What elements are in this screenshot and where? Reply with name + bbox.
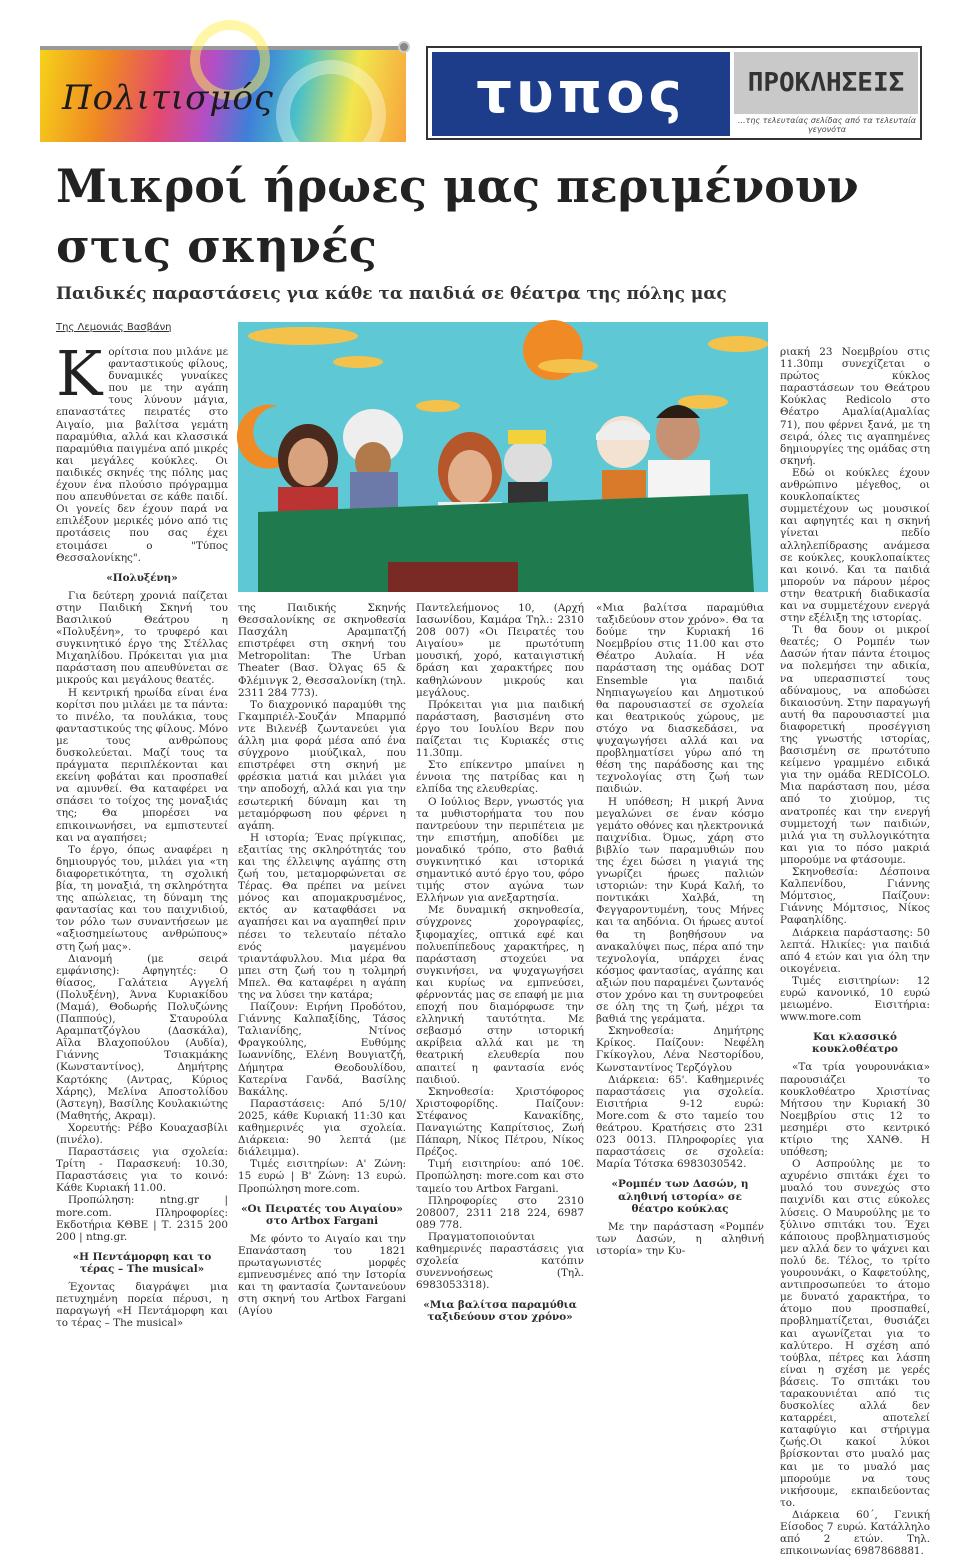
article-photo — [238, 322, 768, 592]
article-paragraph: Τιμές εισιτηρίων: 12 ευρώ κανονικό, 10 ευρώ μειωμένο. Εισιτήρια: www.more.com — [780, 974, 930, 1024]
article-paragraph: Ο Ιούλιος Βερν, γνωστός για τα μυθιστορήματα του που παντρεύουν την περιπέτεια με την επιστήμη, αποδίδει με μοναδικό τρόπο, στο βαθιά συγκινητικό και ιστορικά σημαντικό αυτό έργο του, φόρο τιμής στον αγώνα των Ελλήνων για ανεξαρτησία. — [416, 795, 584, 905]
section-banner — [40, 46, 406, 142]
stage-photo-illustration — [238, 322, 768, 592]
article-paragraph: Το διαχρονικό παραμύθι της Γκαμπριέλ-Σουζάν Μπαρμπό ντε Βιλενέβ ζωντανεύει για άλλη μια φορά μέσα από ένα σύγχρονο μιούζικαλ, που επιστρέφει στη σκηνή με φρέσκια ματιά και μιλάει για την αποδοχή, αλλά και για την εσωτερική δύναμη και τη μεταμόρφωση που φέρνει η αγάπη. — [238, 698, 406, 832]
brand-tagline: ...της τελευταίας σελίδας από τα τελευταία γεγονότα — [737, 116, 917, 134]
brand-side-title: ΠΡΟΚΛΗΣΕΙΣ — [734, 52, 918, 114]
article-paragraph: Στο επίκεντρο μπαίνει η έννοια της πατρίδας και η ελπίδα της ελευθερίας. — [416, 759, 584, 796]
article-paragraph: Με την παράσταση «Ρομπέν των Δασών, η αληθινή ιστορία» την Κυ- — [596, 1220, 764, 1257]
article-paragraph: Η κεντρική ηρωίδα είναι ένα κορίτσι που μιλάει με τα πάντα: το πινέλο, τα πουλάκια, τους φανταστικούς της φίλους. Μόνο με τους ανθρώπους δυσκολεύεται. Μαζί τους τα πράγματα περιπλέκονται και εκείνη φοβάται και προσπαθεί να αμυνθεί. Θα καταφέρει να σπάσει το τοίχος της μοναξιάς της; Θα μπορέσει να επικοινωνήσει, να εμπιστευτεί και να αγαπήσει; — [56, 686, 228, 844]
article-paragraph: Το έργο, όπως αναφέρει η δημιουργός του, μιλάει για «τη διαφορετικότητα, τη σχολική βία, τη μοναξιά, τη σκληρότητα της απώλειας, τη δύναμη της φαντασίας και του παιχνιδιού, τον ρόλο των συναντήσεων με «αξιοσημείωτους ανθρώπους» στη ζωή μας». — [56, 843, 228, 953]
article-paragraph: Παντελεήμονος 10, (Αρχή Ιασωνίδου, Καμάρα Τηλ.: 2310 208 007) «Οι Πειρατές του Αιγαίου» με πρωτότυπη μουσική, χορό, καταιγιστική δράση και χαρακτήρες που καθηλώνουν μικρούς και μεγάλους. — [416, 602, 584, 699]
article-paragraph — [56, 337, 228, 564]
article-paragraph: Έχοντας διαγράψει μια πετυχημένη πορεία πέρυσι, η παραγωγή «Η Πεντάμορφη και το τέρας – The musical» — [56, 1281, 228, 1330]
article-paragraph: Η υπόθεση; Η μικρή Άννα μεγαλώνει σε έναν κόσμο γεμάτο οθόνες και ηλεκτρονικά παιχνίδια. Όμως, χάρη στο βιβλίο των παραμυθιών που της έχει δώσει η γιαγιά της γνωρίζει ήρωες παλιών ιστοριών: την Κυρά Καλή, το ποντικάκι Χαλβά, τη Φεγγαροντυμένη, τους Μήνες και τα αηδόνια. Οι ήρωες αυτοί θα τη βοηθήσουν να ανακαλύψει πως, πέρα από την τεχνολογία, υπάρχει ένας κόσμος φαντασίας, αγάπης και αξιών που παραμένει ζωντανός στον χρόνο και τη συντροφεύει σε όλη της τη ζωή, μέχρι τα βαθιά της γεράματα. — [596, 795, 764, 1026]
article-paragraph: Τιμή εισιτηρίου: από 10€. Προπώληση: more.com και στο ταμείο του Artbox Fargani. — [416, 1158, 584, 1195]
article-paragraph: Διάρκεια 60΄, Γενική Είσοδος 7 ευρώ. Κατάλληλο από 2 ετών. Τηλ. επικοινωνίας 6987868881. — [780, 1508, 930, 1557]
corner-dot — [398, 41, 410, 53]
article-byline: Της Λεμονιάς Βασβάνη — [56, 322, 172, 333]
swirl-decoration — [276, 60, 386, 170]
article-subtitle: Παιδικές παραστάσεις για κάθε τα παιδιά σε θέατρα της πόλης μας — [56, 284, 727, 304]
article-paragraph: Σκηνοθεσία: Δημήτρης Κρίκος. Παίζουν: Νεφέλη Γκίκογλου, Λένα Νεστορίδου, Κωνσταντίνος Τερζόγλου — [596, 1025, 764, 1074]
article-paragraph: Με δυναμική σκηνοθεσία, σύγχρονες χορογραφίες, ξιφομαχίες, οπτικά εφέ και πολυεπίπεδους χαρακτήρες, η παράσταση στοχεύει να συγκινήσει, να ψυχαγωγήσει και κυρίως να εμπνεύσει, φέρνοντάς μας σε επαφή με μια εποχή που διαμόρφωσε την ελληνική ταυτότητα. Με σεβασμό στην ιστορική ακρίβεια αλλά και με τη θεατρική ελευθερία που απαιτεί η φαντασία ενός παιδιού. — [416, 904, 584, 1086]
section-heading: «Πολυξένη» — [106, 571, 178, 584]
article-paragraph: Ο Ασπρούλης με το αχυρένιο σπιτάκι έχει το μυαλό του συνεχώς στο παιχνίδι και στις εύκολες λύσεις. Ο Μαυρούλης με το ξύλινο σπιτάκι του. Έχει κάποιους προβληματισμούς μεν αλλά δεν το ψάχνει και πολύ δε. Τέλος, το τρίτο γουρουνάκι, ο Καφετούλης, αντιπροσωπεύει το άτομο με δυνατό χαρακτήρα, το άτομο που προσπαθεί, προβληματίζεται, θυσιάζει και αγωνίζεται για το καλύτερο. Η σχέση από τούβλα, πέτρες και λάσπη είναι η σχέση με γερές βάσεις. Το σπιτάκι του ταρακουνιέται από τις δυσκολίες αλλά δεν καταρρέει, αποτελεί καταφύγιο και στήριγμα ζωής.Οι κακοί λύκοι βρίσκονται στο μυαλό μας και με το μυαλό μας μπορούμε να τους νικήσουμε, εκπαιδεύοντας το. — [780, 1158, 930, 1509]
article-paragraph: της Παιδικής Σκηνής Θεσσαλονίκης σε σκηνοθεσία Πασχάλη Αραμπατζή επιστρέφει στη σκηνή του Metropolitan: The Urban Theater (Βασ. Όλγας 65 & Φλέμινγκ 2, Θεσσαλονίκη (τηλ. 2311 284 773). — [238, 602, 406, 699]
article-paragraph: Διάρκεια παράστασης: 50 λεπτά. Ηλικίες: για παιδιά από 4 ετών και για όλη την οικογένεια. — [780, 926, 930, 975]
article-paragraph: Πληροφορίες στο 2310 208007, 2311 218 224, 6987 089 778. — [416, 1194, 584, 1231]
article-paragraph: Τιμές εισιτηρίων: Α' Ζώνη: 15 ευρώ | Β' Ζώνη: 13 ευρώ. Προπώληση more.com. — [238, 1158, 406, 1195]
column-2 — [238, 602, 406, 1318]
section-heading: «Οι Πειρατές του Αιγαίου» στο Artbox Fargani — [241, 1202, 403, 1227]
section-heading: «Μια βαλίτσα παραμύθια ταξιδεύουν στον χρόνο» — [423, 1299, 577, 1324]
column-1 — [56, 337, 228, 1330]
brand-logo: τυπος — [432, 52, 730, 136]
drop-cap: Κ — [56, 337, 103, 410]
section-heading: Και κλασσικό κουκλοθέατρο — [811, 1031, 898, 1056]
column-5 — [780, 346, 930, 1557]
column-3 — [416, 602, 584, 1324]
article-paragraph: Τι θα δουν οι μικροί θεατές; Ο Ρομπέν των Δασών ήταν πάντα έτοιμος να πολεμήσει την αδικία, να υπερασπιστεί τους αδύναμους, να αποδώσει δικαιοσύνη. Στην παραγωγή αυτή θα παρουσιαστεί μια διαφορετική προσέγγιση της γνωστής ιστορίας, βασισμένη σε πρωτότυπο κείμενο γραμμένο ειδικά για την ομάδα REDICOLO. Μια παράσταση που, μέσα από το χιούμορ, τις ανατροπές και την ενεργή συμμετοχή των παιδιών, μιλά για τη συλλογικότητα και για το πόσο μακριά μπορούμε να φτάσουμε. — [780, 624, 930, 866]
article-paragraph: Διανομή (με σειρά εμφάνισης): Αφηγητές: Ο θίασος, Γαλάτεια Αγγελή (Πολυξένη), Άννα Κυριακίδου (Μαμά), Θοδωρής Πολυζώνης (Παππούς), Σταυρούλα Αραμπατζόγλου (Δασκάλα), Αΐλα Βλαχοπούλου (Αυδία), Γιάννης Τσιακμάκης (Κωνσταντίνος), Δημήτρης Καρτόκης (Αντρας, Κύριος Χάρης), Μελίνα Αποστολίδου (Άστεγη), Βασίλης Κουλακιώτης (Μαθητής, Ακραμ). — [56, 952, 228, 1122]
article-paragraph: Προπώληση: ntng.gr | more.com. Πληροφορίες: Εκδοτήρια ΚΘΒΕ | Τ. 2315 200 200 | ntng.gr. — [56, 1194, 228, 1243]
article-title: Μικροί ήρωες μας περιμένουν στις σκηνές — [56, 159, 859, 273]
article-paragraph: ριακή 23 Νοεμβρίου στις 11.30πμ συνεχίζεται ο πρώτος κύκλος παραστάσεων του Θεάτρου Κούκλας Redicolo στο Θέατρο Αμαλία(Αμαλίας 71), που φέρνει ξανά, με τη σειρά, όλες τις αγαπημένες δημιουργίες της ομάδας στη σκηνή. — [780, 346, 930, 467]
article-paragraph: Για δεύτερη χρονιά παίζεται στην Παιδική Σκηνή του Βασιλικού Θεάτρου η «Πολυξένη», το τρυφερό και συγκινητικό έργο της Στέλλας Μιχαηλίδου. Πρόκειται για μια παράσταση που απευθύνεται σε μικρούς και μεγάλους θεατές. — [56, 589, 228, 687]
lead-text: ορίτσια που μιλάνε με φανταστικούς φίλους, δυναμικές γυναίκες που με την αγάπη τους λύνουν μάγια, επαναστάτες πειρατές στο Αιγαίο, μια βαλίτσα γεμάτη παραμύθια, αλλά και κλασσικά παραμύθια παιγμένα από μικρές και μεγάλες κούκλες. Οι παιδικές σκηνές της πόλης μας έχουν ένα πλούσιο πρόγραμμα που απευθύνεται σε κάθε παιδί. Οι γονείς δεν έχουν παρά να επιλέξουν μερικές μόνο από τις προτάσεις που σας έχει ετοιμάσει ο "Τύπος Θεσσαλονίκης". — [56, 346, 228, 564]
masthead — [426, 46, 922, 140]
section-label: Πολιτισμός — [62, 78, 274, 118]
article-paragraph: Εδώ οι κούκλες έχουν ανθρώπινο μέγεθος, οι κουκλοπαίκτες συμμετέχουν ως μουσικοί και αφηγητές και η σκηνή γίνεται πεδίο αλληλεπίδρασης ανάμεσα σε κούκλες, κουκλοπαίκτες και κοινό. Και τα παιδιά μπορούν να πάρουν μέρος στην θεατρική διαδικασία και να συμμετέχουν ενεργά στην εξέλιξη της ιστορίας. — [780, 466, 930, 625]
article-paragraph: Η ιστορία; Ένας πρίγκιπας, εξαιτίας της σκληρότητάς του και της έλλειψης αγάπης στη ζωή του, μεταμορφώνεται σε Τέρας. Θα πρέπει να μείνει μόνος και απομακρυσμένος, εκτός αν καταφθάσει να αγαπήσει και να αγαπηθεί πριν πέσει το τελευταίο πέταλο ενός μαγεμένου τριαντάφυλλου. Μια μέρα θα μπει στη ζωή του η τολμηρή Μπελ. Θα καταφέρει η αγάπη της να λύσει την κατάρα; — [238, 831, 406, 1001]
article-paragraph: Πρόκειται για μια παιδική παράσταση, βασισμένη στο έργο του Ιουλίου Βερν που παίζεται τις Κυριακές στις 11.30πμ. — [416, 698, 584, 760]
article-paragraph: Παίζουν: Ειρήνη Προδότου, Γιάννης Καλπαξίδης, Τάσος Ταλιανίδης, Ντίνος Φραγκούλης, Ευθύμης Ιωαννίδης, Ελένη Βουγιατζή, Δήμητρα Θεοδουλίδου, Κατερίνα Γανδά, Βασίλης Βακάλης. — [238, 1001, 406, 1098]
section-heading: «Η Πεντάμορφη και το τέρας – The musical» — [72, 1250, 212, 1275]
article-paragraph: Σκηνοθεσία: Δέσποινα Καλπενίδου, Γιάννης Μόμτσιος, Παίζουν: Γιάννης Μόμτσιος, Νίκος Ραφαηλίδης. — [780, 866, 930, 927]
article-paragraph: Σκηνοθεσία: Χριστόφορος Χριστοφορίδης. Παίζουν: Στέφανος Κανακίδης, Παναγιώτης Καπρίτσιος, Ζωή Πάπαρη, Νίκος Πέτρου, Νίκος Πρέζος. — [416, 1085, 584, 1159]
article-paragraph: «Τα τρία γουρουνάκια» παρουσιάζει το κουκλοθέατρο Χριστίνας Μήτσου την Κυριακή 30 Νοεμβρίου στις 12 το μεσημέρι στο κεντρικό κτίριο της ΧΑΝΘ. Η υπόθεση; — [780, 1061, 930, 1159]
column-4 — [596, 602, 764, 1257]
section-heading: «Ρομπέν των Δασών, η αληθινή ιστορία» σε θέατρο κούκλας — [611, 1178, 749, 1215]
article-paragraph: Χορευτής: Ρέβο Κουαχασβίλι (πινέλο). — [56, 1121, 228, 1146]
article-paragraph: Παραστάσεις: Από 5/10/ 2025, κάθε Κυριακή 11:30 και καθημερινές για σχολεία. Διάρκεια: 90 λεπτά (με διάλειμμα). — [238, 1097, 406, 1159]
article-paragraph: «Μια βαλίτσα παραμύθια ταξιδεύουν στον χρόνο». Θα τα δούμε την Κυριακή 16 Νοεμβρίου στις 11.00 και στο Θέατρο Αυλαία. Η νέα παράσταση της ομάδας DOT Ensemble για παιδιά Νηπιαγωγείου και Δημοτικού θα παρουσιαστεί σε σχολεία και θεατρικούς χώρους, με στόχο να διασκεδάσει, να ψυχαγωγήσει αλλά και να προβληματίσει γύρω από τη θέση της παράδοσης και της τεχνολογίας στη ζωή των παιδιών. — [596, 602, 764, 796]
article-paragraph: Παραστάσεις για σχολεία: Τρίτη - Παρασκευή: 10.30, Παραστάσεις για το κοινό: Κάθε Κυριακή 11.00. — [56, 1146, 228, 1195]
article-paragraph: Πραγματοποιούνται καθημερινές παραστάσεις για σχολεία κατόπιν συνεννοήσεως (Τηλ. 6983053318). — [416, 1230, 584, 1292]
article-paragraph: Με φόντο το Αιγαίο και την Επανάσταση του 1821 πρωταγωνιστές μορφές εμπνευσμένες από την Ιστορία και τη φαντασία ζωντανεύουν στη σκηνή του Artbox Fargani (Αγίου — [238, 1232, 406, 1318]
article-paragraph: Διάρκεια: 65'. Καθημερινές παραστάσεις για σχολεία. Εισιτήρια 9-12 ευρώ: More.com & στο ταμείο του θεάτρου. Κρατήσεις στο 231 023 0013. Πληροφορίες για παραστάσεις σε σχολεία: Μαρία Τότσκα 6983030542. — [596, 1073, 764, 1171]
